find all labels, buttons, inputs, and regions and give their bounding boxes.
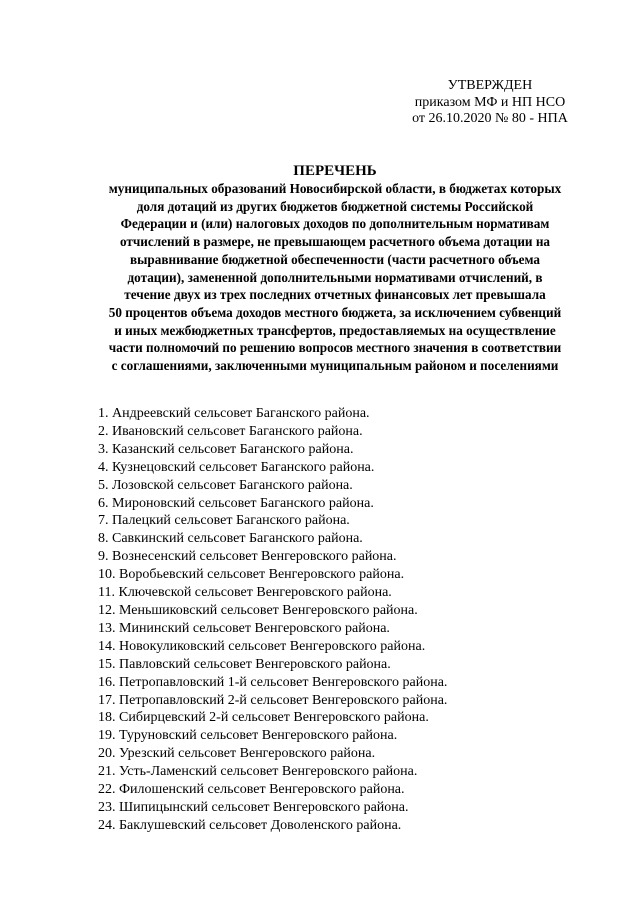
list-item: 24. Баклушевский сельсовет Доволенского района. bbox=[98, 817, 402, 833]
list-item: 17. Петропавловский 2-й сельсовет Венгеровского района. bbox=[98, 692, 448, 708]
document-heading bbox=[40, 163, 630, 375]
subtitle-line: с соглашениями, заключенными муниципальным районом и поселениями bbox=[111, 358, 559, 374]
subtitle-line: муниципальных образований Новосибирской области, в бюджетах которых bbox=[108, 181, 562, 196]
document-subtitle bbox=[40, 180, 630, 375]
list-item: 15. Павловский сельсовет Венгеровского района. bbox=[98, 656, 391, 672]
list-item: 12. Меньшиковский сельсовет Венгеровского района. bbox=[98, 602, 418, 618]
subtitle-line: выравнивание бюджетной обеспеченности (части расчетного объема bbox=[130, 251, 540, 267]
document-title: ПЕРЕЧЕНЬ bbox=[293, 163, 377, 179]
list-item: 4. Кузнецовский сельсовет Баганского района. bbox=[98, 459, 375, 475]
list-item: 5. Лозовской сельсовет Баганского района. bbox=[98, 477, 353, 493]
list-item: 9. Вознесенский сельсовет Венгеровского района. bbox=[98, 549, 397, 565]
list-item: 18. Сибирцевский 2-й сельсовет Венгеровского района. bbox=[98, 710, 429, 726]
list-item: 6. Мироновский сельсовет Баганского района. bbox=[98, 495, 374, 511]
subtitle-line: части полномочий по решению вопросов местного значения в соответствии bbox=[108, 340, 562, 356]
list-item: 14. Новокуликовский сельсовет Венгеровского района. bbox=[98, 638, 426, 654]
list-item: 3. Казанский сельсовет Баганского района. bbox=[98, 441, 354, 457]
subtitle-line: доля дотаций из других бюджетов бюджетной системы Российской bbox=[136, 198, 534, 214]
list-item: 1. Андреевский сельсовет Баганского района. bbox=[98, 406, 370, 421]
approval-date-number: от 26.10.2020 № 80 - НПА bbox=[412, 111, 568, 126]
subtitle-line: Федерации и (или) налоговых доходов по дополнительным нормативам bbox=[120, 216, 550, 232]
list-item: 23. Шипицынский сельсовет Венгеровского района. bbox=[98, 799, 409, 815]
subtitle-line: течение двух из трех последних отчетных финансовых лет превышала bbox=[124, 287, 546, 303]
list-item: 19. Туруновский сельсовет Венгеровского района. bbox=[98, 728, 398, 744]
subtitle-line: дотации), замененной дополнительными нормативами отчислений, в bbox=[127, 269, 543, 285]
list-item: 21. Усть-Ламенский сельсовет Венгеровского района. bbox=[98, 764, 418, 780]
subtitle-line: отчислений в размере, не превышающем расчетного объема дотации на bbox=[119, 234, 551, 250]
list-item: 8. Савкинский сельсовет Баганского района. bbox=[98, 531, 363, 547]
list-item: 7. Палецкий сельсовет Баганского района. bbox=[98, 513, 350, 529]
list-item: 16. Петропавловский 1-й сельсовет Венгеровского района. bbox=[98, 674, 448, 690]
municipality-list bbox=[98, 405, 447, 835]
list-item: 20. Урезский сельсовет Венгеровского района. bbox=[98, 746, 376, 762]
list-item: 2. Ивановский сельсовет Баганского района. bbox=[98, 423, 363, 439]
subtitle-line: 50 процентов объема доходов местного бюджета, за исключением субвенций bbox=[108, 304, 562, 320]
list-item: 10. Воробьевский сельсовет Венгеровского района. bbox=[98, 567, 405, 583]
list-item: 13. Мининский сельсовет Венгеровского района. bbox=[98, 620, 390, 636]
approval-stamp bbox=[380, 78, 600, 128]
subtitle-line: и иных межбюджетных трансфертов, предоставляемых на осуществление bbox=[114, 322, 556, 338]
approval-status: УТВЕРЖДЕН bbox=[447, 78, 533, 93]
list-item: 22. Филошенский сельсовет Венгеровского района. bbox=[98, 782, 405, 798]
list-item: 11. Ключевской сельсовет Венгеровского района. bbox=[98, 585, 392, 601]
approval-order: приказом МФ и НП НСО bbox=[414, 94, 566, 110]
